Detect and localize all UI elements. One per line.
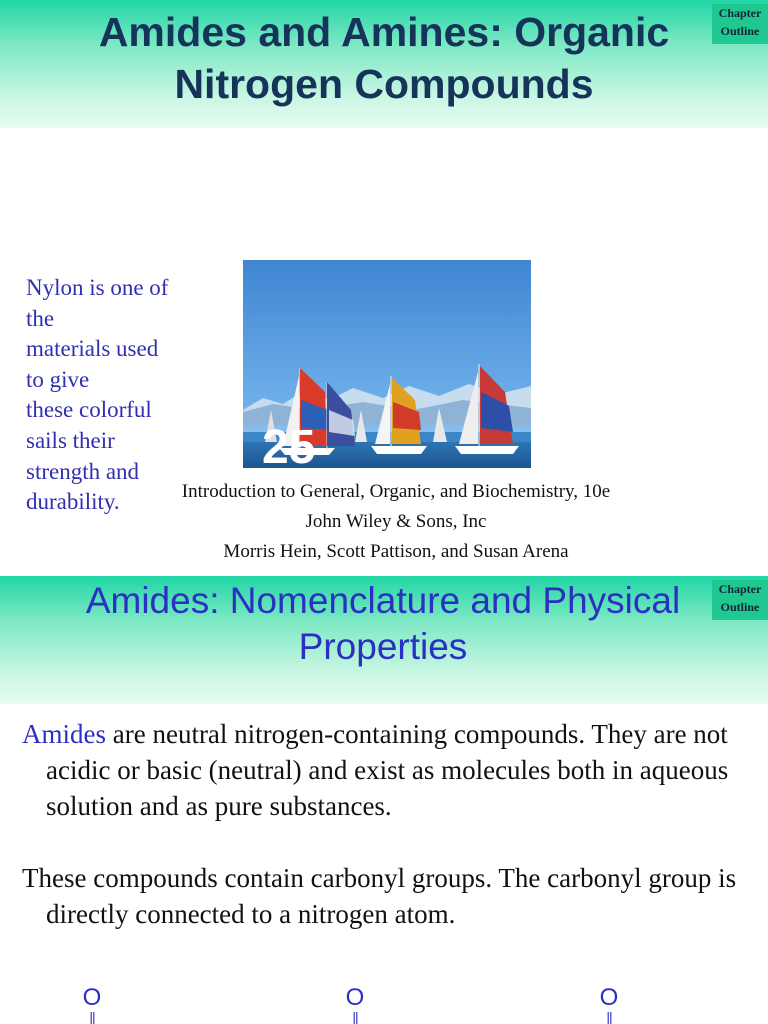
caption-line: strength and [26,458,140,484]
slide-title-heading [30,578,736,670]
title-line-2: Properties [298,626,468,667]
caption-line: materials used [26,336,159,362]
chapter-outline-label-1: Chapter [718,582,762,596]
paragraph-carbonyl: These compounds contain carbonyl groups. The carbonyl group is directly connected to a nitrogen atom. [22,863,737,929]
chapter-outline-label-2: Outline [720,24,760,38]
publisher: John Wiley & Sons, Inc [305,511,487,532]
carbonyl-structure [597,986,621,1024]
double-bond-icon: || [89,1009,95,1024]
chapter-outline-button[interactable] [712,4,768,44]
double-bond-icon: || [352,1009,358,1024]
book-title: Introduction to General, Organic, and Biochemistry, 10e [181,481,611,502]
title-line-1: Amides and Amines: Organic [98,9,670,55]
caption-line: to give [26,366,90,392]
chapter-outline-label-1: Chapter [718,6,762,20]
oxygen-atom: O [82,984,102,1011]
paragraph-amides [22,716,742,824]
oxygen-atom: O [345,984,365,1011]
carbonyl-structure [343,986,367,1024]
chapter-number: 25 [262,421,316,474]
caption-line: Nylon is one of [26,275,169,300]
term-amides: Amides [22,719,106,749]
slide-body [22,716,742,932]
title-line-1: Amides: Nomenclature and Physical [85,580,681,621]
book-credits [140,477,652,567]
title-line-2: Nitrogen Compounds [174,61,594,107]
chapter-outline-label-2: Outline [720,600,760,614]
caption-line: durability. [26,489,120,515]
caption-line: the [26,305,55,331]
caption-line: sails their [26,427,115,453]
slide-amides [0,576,768,1024]
caption-line: these colorful [26,397,152,423]
oxygen-atom: O [599,984,619,1011]
slide-title-heading [0,6,768,110]
chapter-outline-button[interactable] [712,580,768,620]
authors: Morris Hein, Scott Pattison, and Susan Arena [223,541,569,562]
double-bond-icon: || [606,1009,612,1024]
paragraph-text: are neutral nitrogen-containing compounds. They are not acidic or basic (neutral) and exist as molecules both in aqueous solution and as pure substances. [46,719,729,821]
carbonyl-structure [80,986,104,1024]
